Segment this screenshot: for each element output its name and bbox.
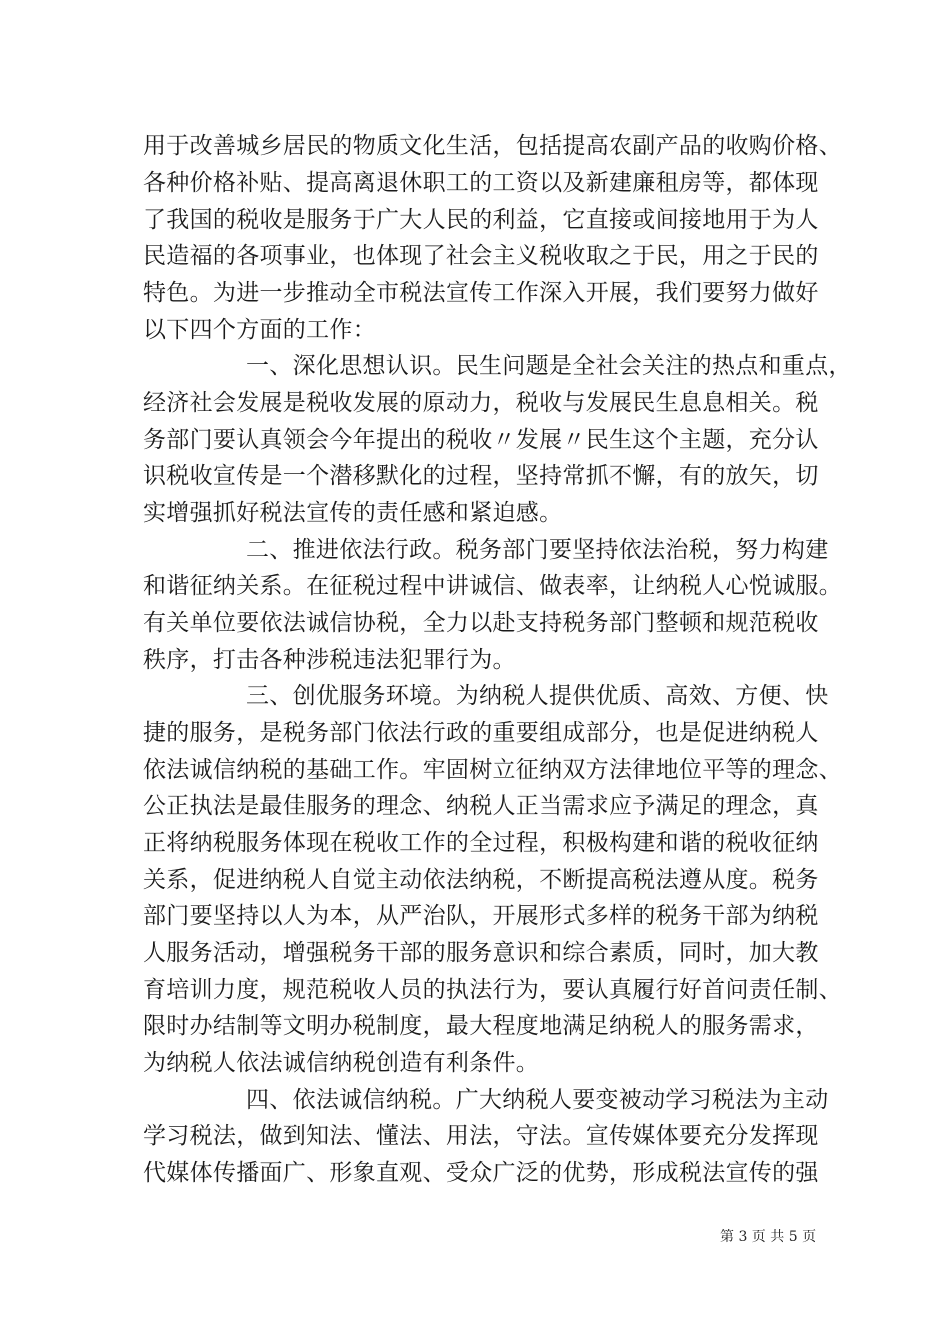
section-heading-line: 三、创优服务环境。为纳税人提供优质、高效、方便、快: [246, 683, 829, 709]
body-line: 代媒体传播面广、形象直观、受众广泛的优势，形成税法宣传的强: [143, 1160, 819, 1186]
body-line: 育培训力度，规范税收人员的执法行为，要认真履行好首问责任制、: [143, 977, 842, 1003]
body-line: 人服务活动，增强税务干部的服务意识和综合素质，同时，加大教: [143, 940, 819, 966]
body-line: 务部门要认真领会今年提出的税收〃发展〃民生这个主题，充分认: [143, 427, 819, 453]
body-line: 正将纳税服务体现在税收工作的全过程，积极构建和谐的税收征纳: [143, 830, 819, 856]
body-line: 以下四个方面的工作：: [143, 317, 376, 343]
body-line: 为纳税人依法诚信纳税创造有利条件。: [143, 1050, 540, 1076]
page-number-footer: 第 3 页 共 5 页: [720, 1229, 817, 1245]
body-line: 识税收宣传是一个潜移默化的过程，坚持常抓不懈，有的放矢，切: [143, 463, 819, 489]
body-line: 部门要坚持以人为本，从严治队，开展形式多样的税务干部为纳税: [143, 903, 819, 929]
body-line: 实增强抓好税法宣传的责任感和紧迫感。: [143, 500, 563, 526]
section-heading-line: 四、依法诚信纳税。广大纳税人要变被动学习税法为主动: [246, 1087, 829, 1113]
body-line: 经济社会发展是税收发展的原动力，税收与发展民生息息相关。税: [143, 390, 819, 416]
body-line: 秩序，打击各种涉税违法犯罪行为。: [143, 647, 516, 673]
body-line: 特色。为进一步推动全市税法宣传工作深入开展，我们要努力做好: [143, 280, 819, 306]
body-line: 捷的服务，是税务部门依法行政的重要组成部分，也是促进纳税人: [143, 720, 819, 746]
section-heading-line: 二、推进依法行政。税务部门要坚持依法治税，努力构建: [246, 537, 829, 563]
body-line: 了我国的税收是服务于广大人民的利益，它直接或间接地用于为人: [143, 207, 819, 233]
body-line: 民造福的各项事业，也体现了社会主义税收取之于民，用之于民的: [143, 243, 819, 269]
body-line: 限时办结制等文明办税制度，最大程度地满足纳税人的服务需求，: [143, 1013, 819, 1039]
body-line: 有关单位要依法诚信协税，全力以赴支持税务部门整顿和规范税收: [143, 610, 819, 636]
section-heading-line: 一、深化思想认识。民生问题是全社会关注的热点和重点，: [246, 353, 852, 379]
body-line: 各种价格补贴、提高离退休职工的工资以及新建廉租房等，都体现: [143, 170, 819, 196]
body-line: 学习税法，做到知法、懂法、用法，守法。宣传媒体要充分发挥现: [143, 1123, 819, 1149]
body-line: 和谐征纳关系。在征税过程中讲诚信、做表率，让纳税人心悦诚服。: [143, 573, 842, 599]
body-line: 用于改善城乡居民的物质文化生活，包括提高农副产品的收购价格、: [143, 133, 842, 159]
body-line: 关系，促进纳税人自觉主动依法纳税，不断提高税法遵从度。税务: [143, 867, 819, 893]
body-line: 公正执法是最佳服务的理念、纳税人正当需求应予满足的理念，真: [143, 793, 819, 819]
body-line: 依法诚信纳税的基础工作。牢固树立征纳双方法律地位平等的理念、: [143, 757, 842, 783]
